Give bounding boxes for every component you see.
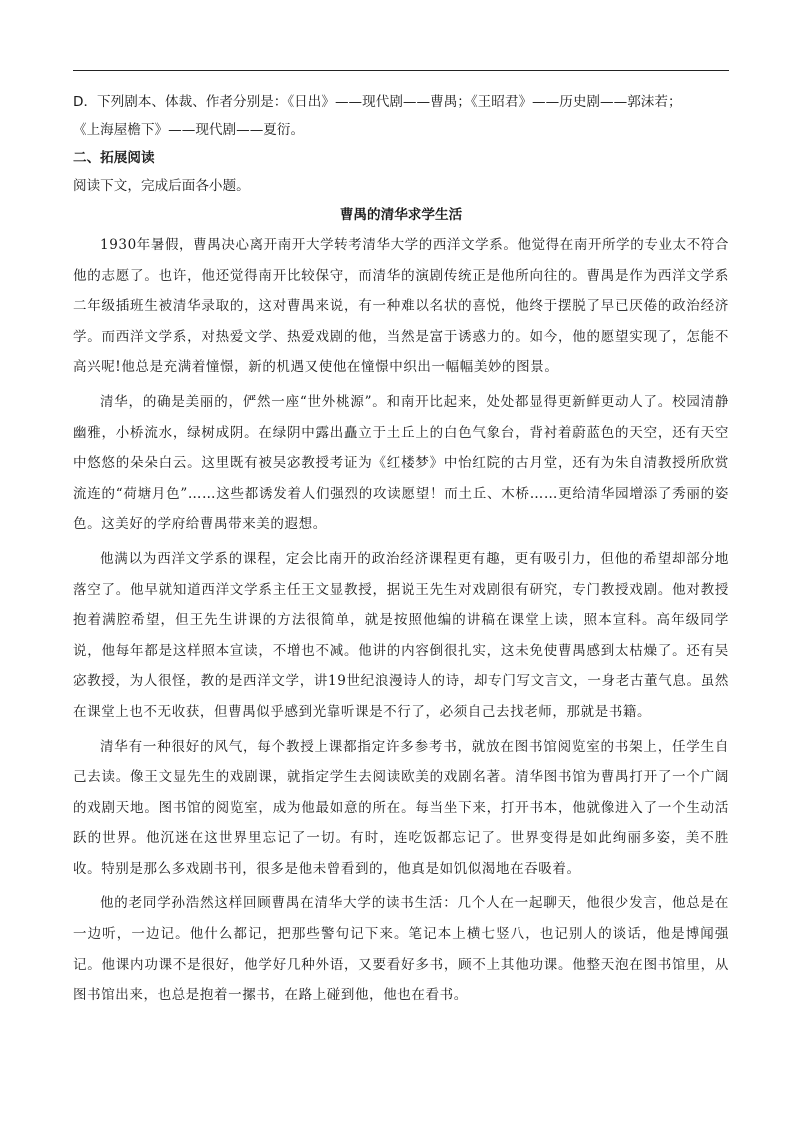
option-d-line-2: 《上海屋檐下》——现代剧——夏衍。 bbox=[73, 122, 305, 138]
reading-instruction: 阅读下文，完成后面各小题。 bbox=[73, 178, 250, 194]
article-title: 曹禺的清华求学生活 bbox=[339, 207, 463, 223]
option-d-line-1: D．下列剧本、体裁、作者分别是：《日出》——现代剧——曹禺；《王昭君》——历史剧——郭沫若； bbox=[73, 94, 682, 110]
section-heading: 二、拓展阅读 bbox=[73, 150, 155, 166]
article-paragraph-4: 清华有一种很好的风气，每个教授上课都指定许多参考书，就放在图书馆阅览室的书架上，任学生自己去读。像王文显先生的戏剧课，就指定学生去阅读欧美的戏剧名著。清华图书馆为曹禺打开了一个广阔的戏剧天地。图书馆的阅览室，成为他最如意的所在。每当坐下来，打开书本，他就像进入了一个生动活跃的世界。他沉迷在这世界里忘记了一切。有时，连吃饭都忘记了。世界变得是如此绚丽多姿，美不胜收。特别是那么多戏剧书刊，很多是他未曾看到的，他真是如饥似渴地在吞吸着。 bbox=[73, 738, 729, 877]
document-content bbox=[73, 88, 729, 1015]
header-rule bbox=[73, 70, 729, 71]
article-paragraph-2: 清华，的确是美丽的，俨然一座“世外桃源”。和南开比起来，处处都显得更新鲜更动人了。校园清静幽雅，小桥流水，绿树成阴。在绿阴中露出矗立于土丘上的白色气象台，背衬着蔚蓝色的天空，还有天空中悠悠的朵朵白云。这里既有被吴宓教授考证为《红楼梦》中怡红院的古月堂，还有为朱自清教授所欣赏流连的“荷塘月色”……这些都诱发着人们强烈的攻读愿望！而土丘、木桥……更给清华园增添了秀丽的姿色。这美好的学府给曹禺带来美的遐想。 bbox=[73, 393, 729, 533]
article-paragraph-5: 他的老同学孙浩然这样回顾曹禺在清华大学的读书生活：几个人在一起聊天，他很少发言，他总是在一边听，一边记。他什么都记，把那些警句记下来。笔记本上横七竖八，也记别人的谈话，他是博闻强记。他课内功课不是很好，他学好几种外语，又要看好多书，顾不上其他功课。他整天泡在图书馆里，从图书馆出来，也总是抱着一摞书，在路上碰到他，他也在看书。 bbox=[73, 895, 729, 1004]
article-paragraph-1: 1930年暑假，曹禺决心离开南开大学转考清华大学的西洋文学系。他觉得在南开所学的专业太不符合他的志愿了。也许，他还觉得南开比较保守，而清华的演剧传统正是他所向往的。曹禺是作为西洋文学系二年级插班生被清华录取的，这对曹禺来说，有一种难以名状的喜悦，他终于摆脱了早已厌倦的政治经济学。而西洋文学系，对热爱文学、热爱戏剧的他，当然是富于诱惑力的。如今，他的愿望实现了，怎能不高兴呢!他总是充满着憧憬，新的机遇又使他在憧憬中织出一幅幅美妙的图景。 bbox=[73, 237, 729, 376]
article-paragraph-3: 他满以为西洋文学系的课程，定会比南开的政治经济课程更有趣，更有吸引力，但他的希望却部分地落空了。他早就知道西洋文学系主任王文显教授，据说王先生对戏剧很有研究，专门教授戏剧。他对教授抱着满腔希望，但王先生讲课的方法很简单，就是按照他编的讲稿在课堂上读，照本宣科。高年级同学说，他每年都是这样照本宣读，不增也不减。他讲的内容倒很扎实，这未免使曹禺感到太枯燥了。还有吴宓教授，为人很怪，教的是西洋文学，讲19世纪浪漫诗人的诗，却专门写文言文，一身老古董气息。虽然在课堂上也不无收获，但曹禺似乎感到光靠听课是不行了，必须自己去找老师，那就是书籍。 bbox=[73, 550, 729, 720]
